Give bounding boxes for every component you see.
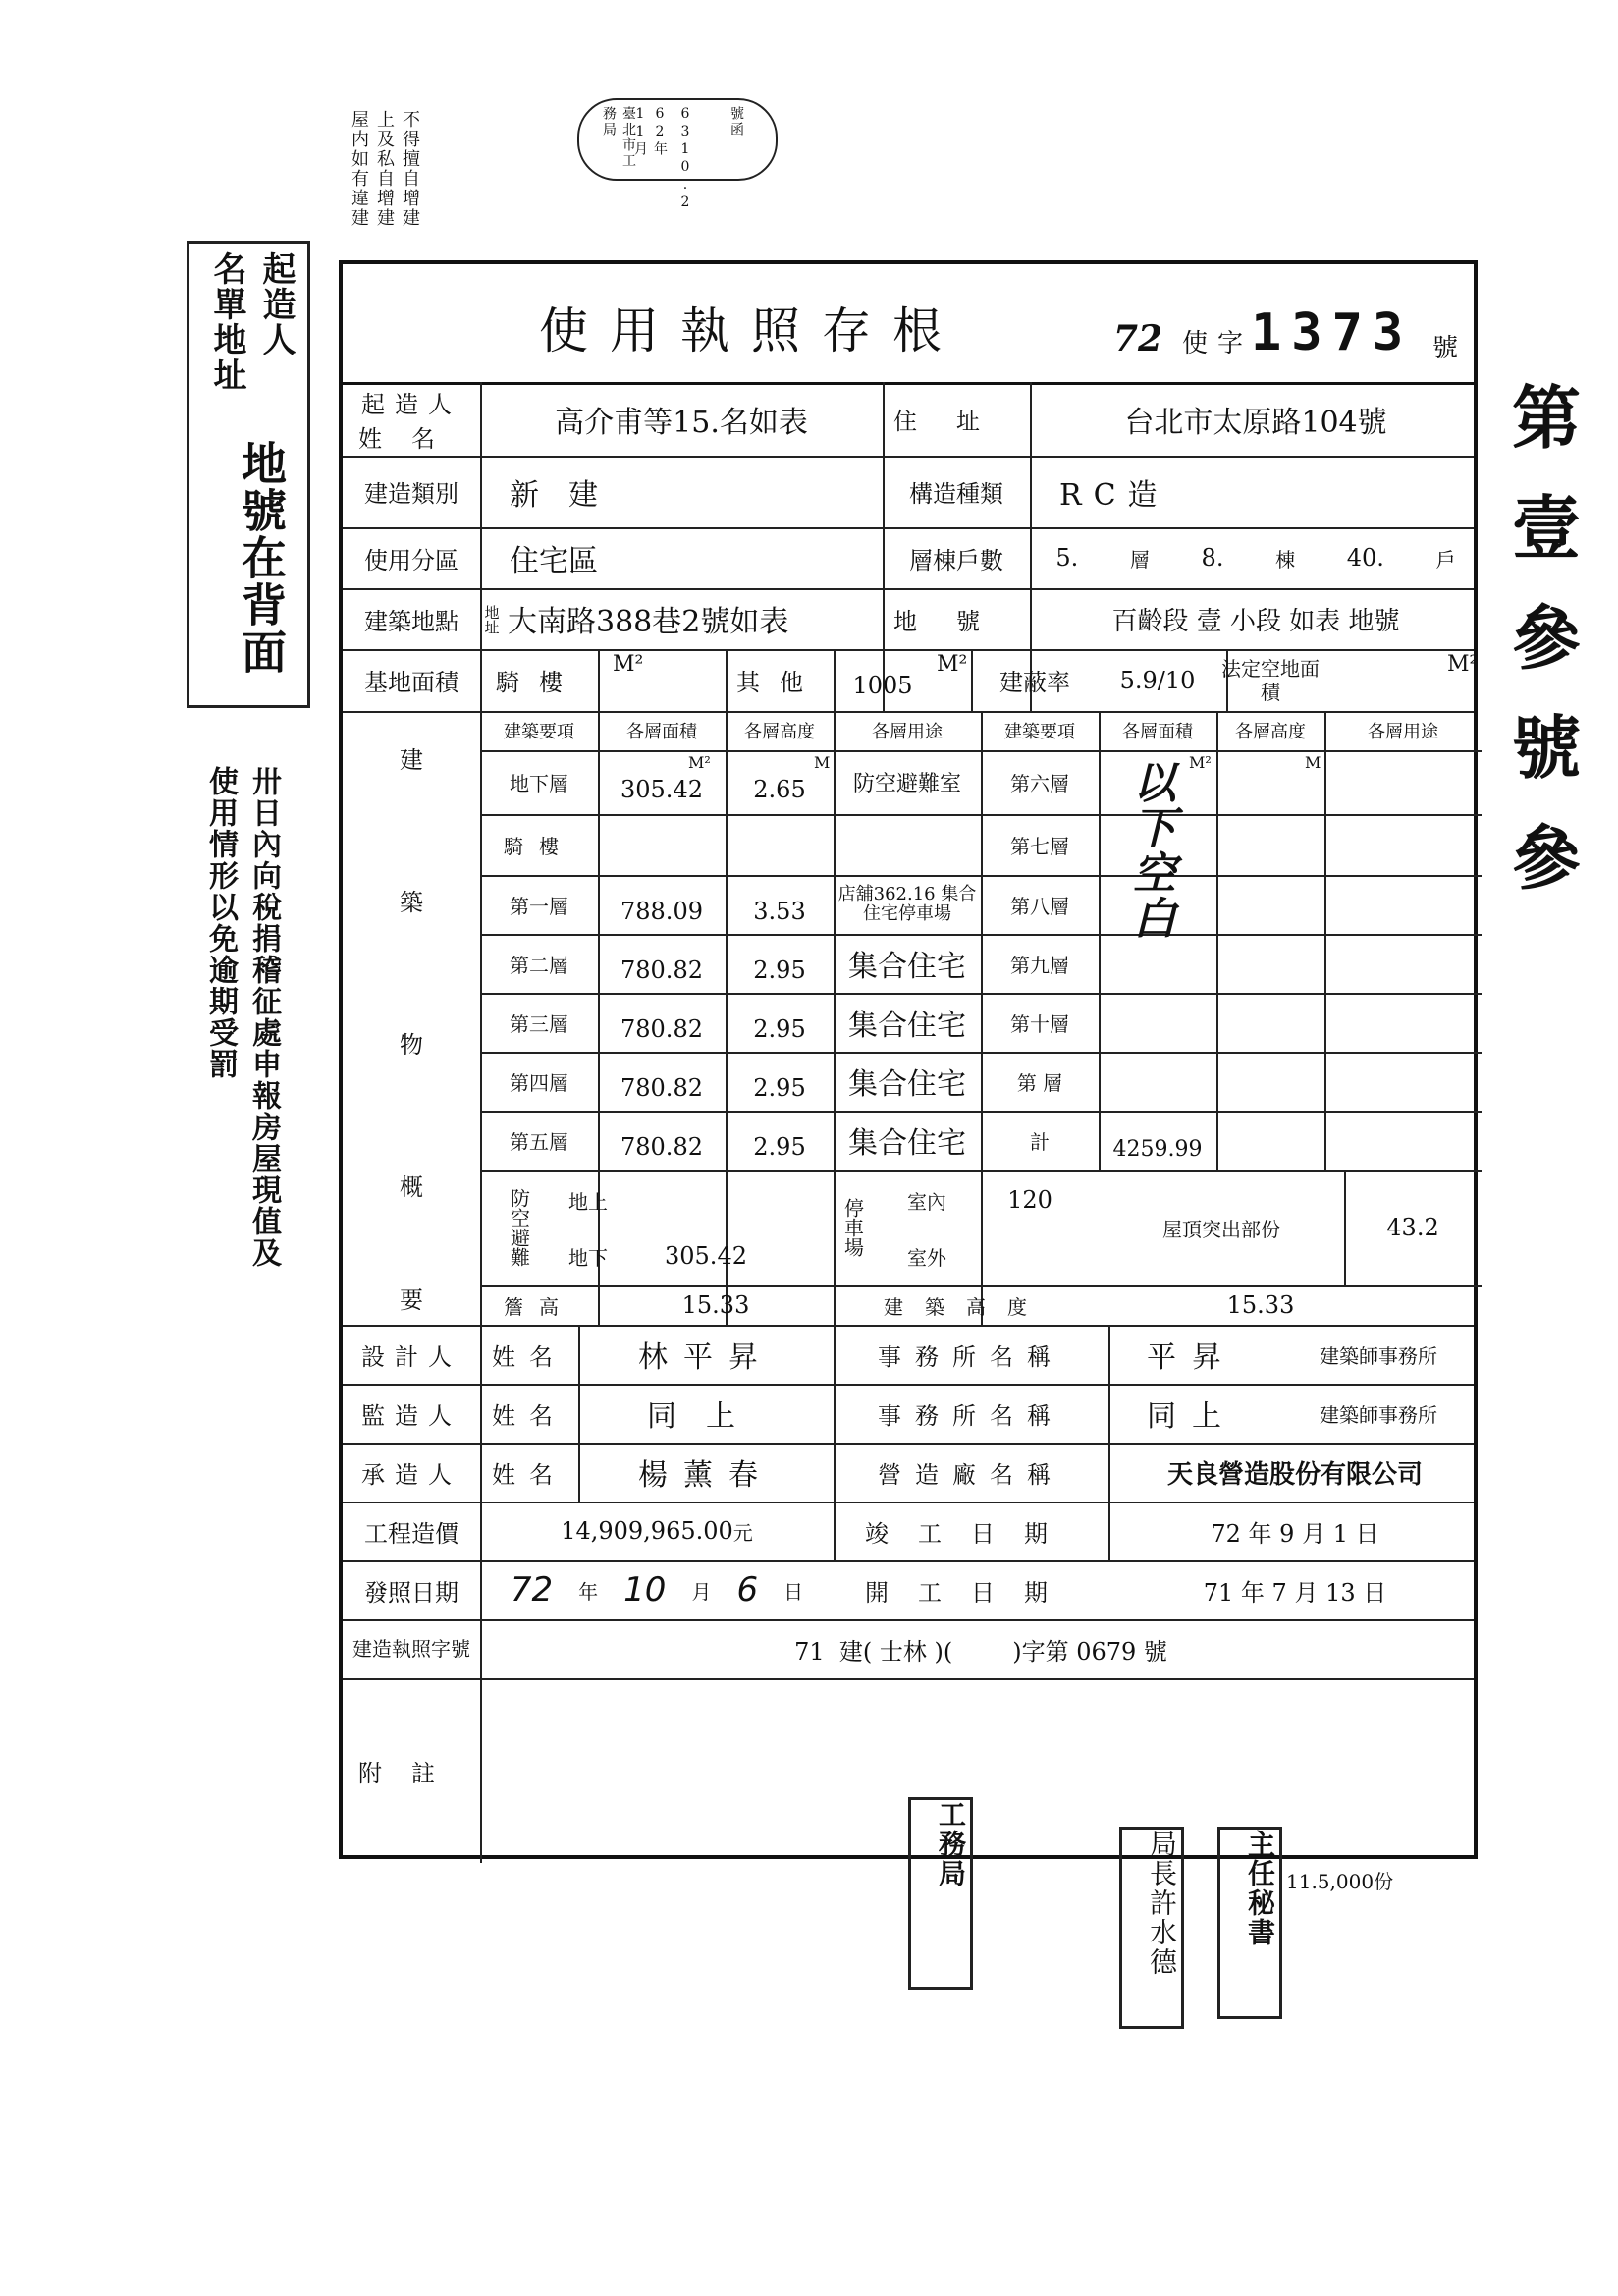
notice-ref-3: 6310.2 [677,106,693,212]
floor-use-5: 集合住宅 [848,1067,966,1102]
permit-form [339,260,1478,1859]
other-m2: M² [937,652,968,677]
struct-value: RC造 [1059,477,1169,513]
rm-2: 壹 [1512,487,1581,569]
permit-value: 71 建( 士林 )( )字第 0679 號 [794,1637,1167,1666]
side-note: 卅日內向稅捐稽征處申報房屋現值及使用情形以免逾期受罰 [203,766,281,1269]
units-value: 40. [1346,544,1384,572]
site-value: 大南路388巷2號如表 [508,605,789,639]
other-value: 1005 [852,671,913,699]
office-value: 平昇 [1147,1340,1237,1375]
hdr-use: 各層用途 [872,722,943,742]
open-m2: M² [1447,652,1479,677]
arcade-label: 騎樓 [496,669,582,696]
unit-m2-b: M² [1189,753,1212,772]
units-unit: 戶 [1435,547,1456,572]
rm-3: 參 [1512,597,1581,679]
floor-use-1 [834,814,981,875]
title-row [343,264,1474,385]
bldg-side-4: 概 [400,1174,423,1201]
floor-area-1 [598,814,726,875]
side-label-2: 名單地址 [207,251,246,393]
notice-ref-1: 臺北市工務局 [601,106,636,169]
floor-name-0: 地下層 [510,772,568,795]
contractor-label: 承造人 [361,1460,461,1489]
complete-label: 竣工日期 [865,1519,1077,1548]
address-label: 住址 [893,408,1019,435]
floor-height-0: 2.65 [753,776,806,803]
floor-name-6: 第五層 [510,1129,568,1154]
floor-name-4: 第三層 [510,1011,568,1036]
cost-amount: 14,909,965.00 [561,1517,733,1545]
hdr-area: 各層面積 [626,722,697,742]
blank-note: 以下空白 [1125,760,1175,941]
office-label: 事務所名稱 [878,1342,1064,1371]
floors-label: 層棟戶數 [909,546,1003,574]
side-label-1: 起造人 [256,251,296,357]
bldg-side-3: 物 [400,1031,423,1059]
floor-area-4: 780.82 [620,1014,703,1043]
designer-name-label: 姓名 [492,1342,566,1371]
hdr-use-2: 各層用途 [1368,722,1438,742]
roof-value: 43.2 [1386,1214,1439,1241]
hdr-height: 各層高度 [744,722,815,742]
floor-area-5: 780.82 [620,1073,703,1102]
issue-y-unit: 年 [578,1579,599,1604]
stamp-director: 局長許水德 [1119,1827,1184,2029]
floor-use-4: 集合住宅 [848,1009,966,1043]
issue-month: 10 [623,1570,667,1610]
bheight-value: 15.33 [1226,1291,1295,1319]
zone-value: 住宅區 [510,544,598,578]
area-label: 基地面積 [364,669,458,696]
coverage-value: 5.9/10 [1119,666,1196,694]
floor-name-3: 第二層 [510,953,568,977]
copies-note: 11.5,000份 [1286,1870,1394,1893]
permit-char: 使字 [1182,329,1254,358]
notice-col-2: 上及私自增建 [374,110,395,228]
permit-year: 72 [1113,318,1163,359]
build-type-value: 新建 [510,477,627,513]
floor-name2-2: 第八層 [1010,894,1069,918]
cost-value [480,1502,834,1560]
floor-height-2: 3.53 [753,897,806,925]
parking-label: 停車場 [840,1198,865,1257]
designer-label: 設計人 [361,1342,461,1371]
unit-m-b: M [1305,753,1321,772]
floor-name2-5: 第 層 [1016,1070,1063,1095]
floor-height-1 [726,814,834,875]
permit-label: 建造執照字號 [352,1637,470,1661]
rm-4: 號 [1512,707,1581,789]
contractor-name-label: 姓名 [492,1460,566,1489]
stamp-secretary: 主任秘書 [1217,1827,1282,2019]
office2-suffix: 建築師事務所 [1320,1402,1437,1427]
floor-name2-4: 第十層 [1010,1011,1069,1036]
floor-area-2: 788.09 [620,897,703,925]
bldg-side-1: 建 [400,746,423,774]
office-suffix: 建築師事務所 [1320,1343,1437,1368]
zone-label: 使用分區 [364,546,458,574]
bldg-side-5: 要 [400,1286,423,1314]
buildings-unit: 棟 [1275,547,1296,572]
contractor-value: 楊薰春 [638,1458,774,1493]
hdr-height-2: 各層高度 [1235,722,1306,742]
office2-value: 同上 [1147,1399,1237,1434]
page-title: 使用執照存根 [539,302,963,359]
lot-label: 地號 [893,607,1019,635]
floor-use-0: 防空避難室 [852,772,961,796]
unit-m2: M² [688,753,711,772]
issue-d-unit: 日 [783,1579,804,1604]
supervisor-value: 同上 [647,1399,765,1434]
applicant-value: 高介甫等15.名如表 [555,405,808,440]
permit-suffix: 號 [1432,334,1459,363]
notice-col-1: 屋内如有違建 [349,110,369,228]
stamp-bureau: 工務局 [908,1797,973,1990]
open-label: 法定空地面積 [1221,656,1320,704]
applicant-label-1: 起造人 [361,390,461,418]
notice-ref-2: 62年11月 [632,106,668,157]
floor-name2-6: 計 [1030,1129,1050,1154]
floors-unit: 層 [1129,547,1150,572]
floor-height-6: 2.95 [753,1132,806,1161]
floor-name-1: 騎樓 [504,834,574,858]
cost-unit: 元 [732,1520,753,1545]
floor-area-0: 305.42 [620,776,703,803]
notice-ref-4: 號函 [728,106,744,137]
eave-value: 15.33 [681,1291,750,1319]
floor-name2-1: 第七層 [1010,834,1069,858]
bldg-side-2: 築 [400,889,423,916]
side-label-main: 地號在背面 [235,440,288,676]
designer-value: 林平昇 [638,1340,774,1375]
floor-use-3: 集合住宅 [848,950,966,984]
start-value: 71 年 7 月 13 日 [1203,1578,1387,1607]
floor-use-6: 集合住宅 [848,1126,966,1161]
eave-label: 簷高 [504,1294,574,1319]
floor-area-3: 780.82 [620,956,703,984]
floor-height-3: 2.95 [753,956,806,984]
floor-name-5: 第四層 [510,1070,568,1095]
hdr-item-2: 建築要項 [1004,722,1075,742]
roof-label: 屋頂突出部份 [1162,1217,1280,1241]
floor-total: 4259.99 [1112,1136,1203,1162]
other-label: 其他 [736,669,823,696]
floor-name2-3: 第九層 [1010,953,1069,977]
floors-count [1030,527,1482,588]
above-label: 地上 [568,1189,608,1214]
issue-value [480,1560,834,1619]
company-label: 營造廠名稱 [878,1460,1064,1489]
complete-value: 72 年 9 月 1 日 [1211,1519,1379,1548]
below-value: 305.42 [665,1242,747,1270]
outdoor-label: 室外 [907,1245,946,1270]
permit-no: 1373 [1251,303,1414,362]
issue-year: 72 [510,1570,554,1610]
start-label: 開工日期 [865,1578,1077,1607]
notice-col-3: 不得擅自增建 [400,110,420,228]
notice-ref-stamp [577,98,778,212]
supervisor-name-label: 姓名 [492,1401,566,1430]
floor-height-4: 2.95 [753,1014,806,1043]
hdr-item: 建築要項 [504,722,574,742]
lot-value: 百齡段 壹 小段 如表 地號 [1111,606,1400,636]
note-label: 附註 [358,1759,464,1787]
struct-label: 構造種類 [909,480,1003,508]
issue-m-unit: 月 [691,1579,712,1604]
floor-area-6: 780.82 [620,1132,703,1161]
indoor-value: 120 [1007,1186,1052,1214]
issue-label: 發照日期 [364,1578,458,1607]
rm-1: 第 [1512,377,1581,459]
build-type-label: 建造類別 [364,480,458,508]
office2-label: 事務所名稱 [878,1401,1064,1430]
side-label-box [187,241,310,708]
arcade-m2: M² [613,652,644,677]
rm-5: 參 [1512,817,1581,899]
floor-use-2: 店舖362.16 集合住宅停車場 [837,884,977,924]
coverage-label: 建蔽率 [999,669,1070,696]
floor-name-2: 第一層 [510,894,568,918]
below-label: 地下 [568,1245,608,1270]
buildings-value: 8. [1201,544,1224,572]
company-value: 天良營造股份有限公司 [1166,1459,1423,1490]
bldg-side-label [343,711,480,1325]
site-label: 建築地點 [364,607,458,635]
address-value: 台北市太原路104號 [1124,405,1387,440]
bheight-label: 建築高度 [884,1294,1049,1319]
right-margin-chars [1512,363,1591,913]
shelter-label: 防空避難 [507,1188,531,1267]
applicant-label [343,382,480,456]
floor-name2-0: 第六層 [1010,772,1069,795]
indoor-label: 室內 [907,1189,946,1214]
floors-value: 5. [1055,544,1079,572]
site-small: 地址 [482,605,501,634]
floor-height-5: 2.95 [753,1073,806,1102]
unit-m: M [814,753,831,772]
supervisor-label: 監造人 [361,1401,461,1430]
applicant-label-2: 姓名 [358,424,464,453]
hdr-area-2: 各層面積 [1122,722,1193,742]
cost-label: 工程造價 [364,1519,458,1548]
issue-day: 6 [736,1570,759,1610]
